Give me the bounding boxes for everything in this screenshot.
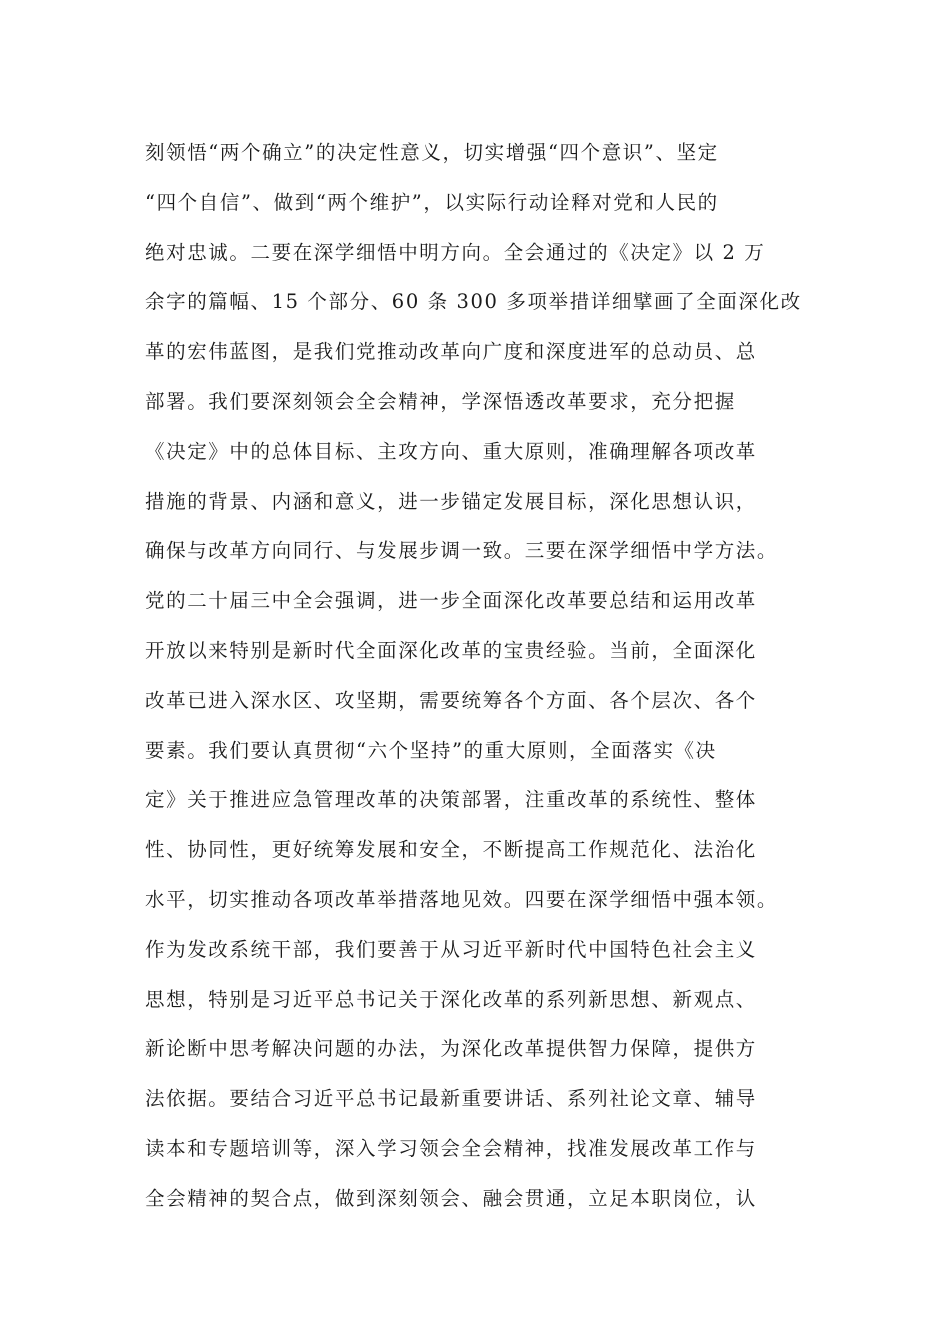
text-line: 部署。我们要深刻领会全会精神，学深悟透改革要求，充分把握	[145, 389, 736, 413]
text-line: 新论断中思考解决问题的办法，为深化改革提供智力保障，提供方	[145, 1037, 757, 1061]
text-line: 改革已进入深水区、攻坚期，需要统筹各个方面、各个层次、各个	[145, 688, 757, 712]
text-line: 作为发改系统干部，我们要善于从习近平新时代中国特色社会主义	[145, 937, 757, 961]
text-line: 要素。我们要认真贯彻“六个坚持”的重大原则，全面落实《决	[145, 738, 717, 762]
text-line: 确保与改革方向同行、与发展步调一致。三要在深学细悟中学方法。	[145, 539, 779, 563]
text-line: 水平，切实推动各项改革举措落地见效。四要在深学细悟中强本领。	[145, 887, 779, 911]
text-line: 余字的篇幅、15 个部分、60 条 300 多项举措详细擘画了全面深化改	[145, 290, 802, 314]
text-line: 绝对忠诚。二要在深学细悟中明方向。全会通过的《决定》以 2 万	[145, 240, 766, 264]
text-line: 刻领悟“两个确立”的决定性意义，切实增强“四个意识”、坚定	[145, 141, 719, 164]
text-line: 法依据。要结合习近平总书记最新重要讲话、系列社论文章、辅导	[145, 1087, 757, 1111]
text-line: 思想，特别是习近平总书记关于深化改革的系列新思想、新观点、	[145, 987, 757, 1011]
text-line: 定》关于推进应急管理改革的决策部署，注重改革的系统性、整体	[145, 788, 757, 812]
text-line: “四个自信”、做到“两个维护”，以实际行动诠释对党和人民的	[145, 190, 719, 214]
text-line: 措施的背景、内涵和意义，进一步锚定发展目标，深化思想认识，	[145, 489, 757, 513]
text-line: 读本和专题培训等，深入学习领会全会精神，找准发展改革工作与	[145, 1136, 757, 1160]
text-line: 全会精神的契合点，做到深刻领会、融会贯通，立足本职岗位，认	[145, 1186, 757, 1210]
text-line: 革的宏伟蓝图，是我们党推动改革向广度和深度进军的总动员、总	[145, 340, 757, 364]
text-line: 党的二十届三中全会强调，进一步全面深化改革要总结和运用改革	[145, 589, 757, 613]
text-line: 《决定》中的总体目标、主攻方向、重大原则，准确理解各项改革	[145, 439, 757, 463]
body-paragraph	[145, 128, 865, 1224]
text-line: 开放以来特别是新时代全面深化改革的宝贵经验。当前，全面深化	[145, 638, 757, 662]
text-line: 性、协同性，更好统筹发展和安全，不断提高工作规范化、法治化	[145, 838, 757, 862]
